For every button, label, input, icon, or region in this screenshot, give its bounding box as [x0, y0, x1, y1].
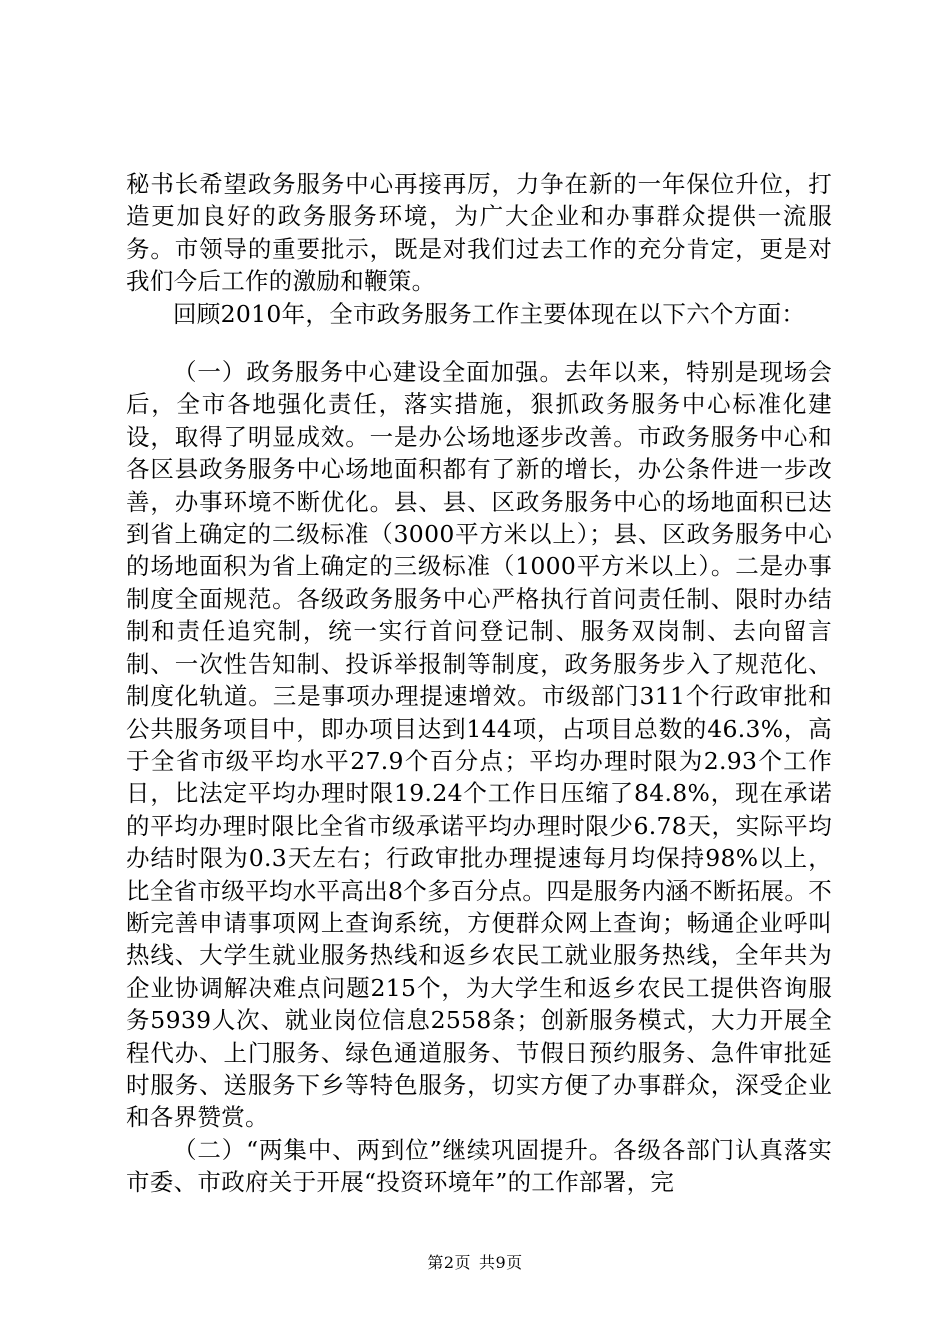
document-body: [126, 168, 832, 1199]
paragraph-continuation: 秘书长希望政务服务中心再接再厉，力争在新的一年保位升位，打造更加良好的政务服务环境，为广大企业和办事群众提供一流服务。市领导的重要批示，既是对我们过去工作的充分肯定，更是对我们今后工作的激励和鞭策。: [126, 170, 832, 296]
page-total: 共9页: [479, 1253, 523, 1272]
page-number: 第2页: [427, 1253, 471, 1272]
paragraph-section-one: （一）政务服务中心建设全面加强。去年以来，特别是现场会后，全市各地强化责任，落实措施，狠抓政务服务中心标准化建设，取得了明显成效。一是办公场地逐步改善。市政务服务中心和各区县政务服务中心场地面积都有了新的增长，办公条件进一步改善，办事环境不断优化。县、县、区政务服务中心的场地面积已达到省上确定的二级标准（3000平方米以上）；县、区政务服务中心的场地面积为省上确定的三级标准（1000平方米以上）。二是办事制度全面规范。各级政务服务中心严格执行首问责任制、限时办结制和责任追究制，统一实行首问登记制、服务双岗制、去向留言制、一次性告知制、投诉举报制等制度，政务服务步入了规范化、制度化轨道。三是事项办理提速增效。市级部门311个行政审批和公共服务项目中，即办项目达到144项，占项目总数的46.3%，高于全省市级平均水平27.9个百分点；平均办理时限为2.93个工作日，比法定平均办理时限19.24个工作日压缩了84.8%，现在承诺的平均办理时限比全省市级承诺平均办理时限少6.78天，实际平均办结时限为0.3天左右；行政审批办理提速每月均保持98%以上，比全省市级平均水平高出8个多百分点。四是服务内涵不断拓展。不断完善申请事项网上查询系统，方便群众网上查询；畅通企业呼叫热线、大学生就业服务热线和返乡农民工就业服务热线，全年共为企业协调解决难点问题215个，为大学生和返乡农民工提供咨询服务5939人次、就业岗位信息2558条；创新服务模式，大力开展全程代办、上门服务、绿色通道服务、节假日预约服务、急件审批延时服务、送服务下乡等特色服务，切实方便了办事群众，深受企业和各界赞赏。: [126, 358, 832, 1132]
paragraph-section-two: （二）“两集中、两到位”继续巩固提升。各级各部门认真落实市委、市政府关于开展“投资环境年”的工作部署，完: [126, 1135, 832, 1197]
paragraph-review-intro: 回顾2010年，全市政务服务工作主要体现在以下六个方面：: [173, 299, 806, 328]
page-footer: [0, 1250, 950, 1273]
